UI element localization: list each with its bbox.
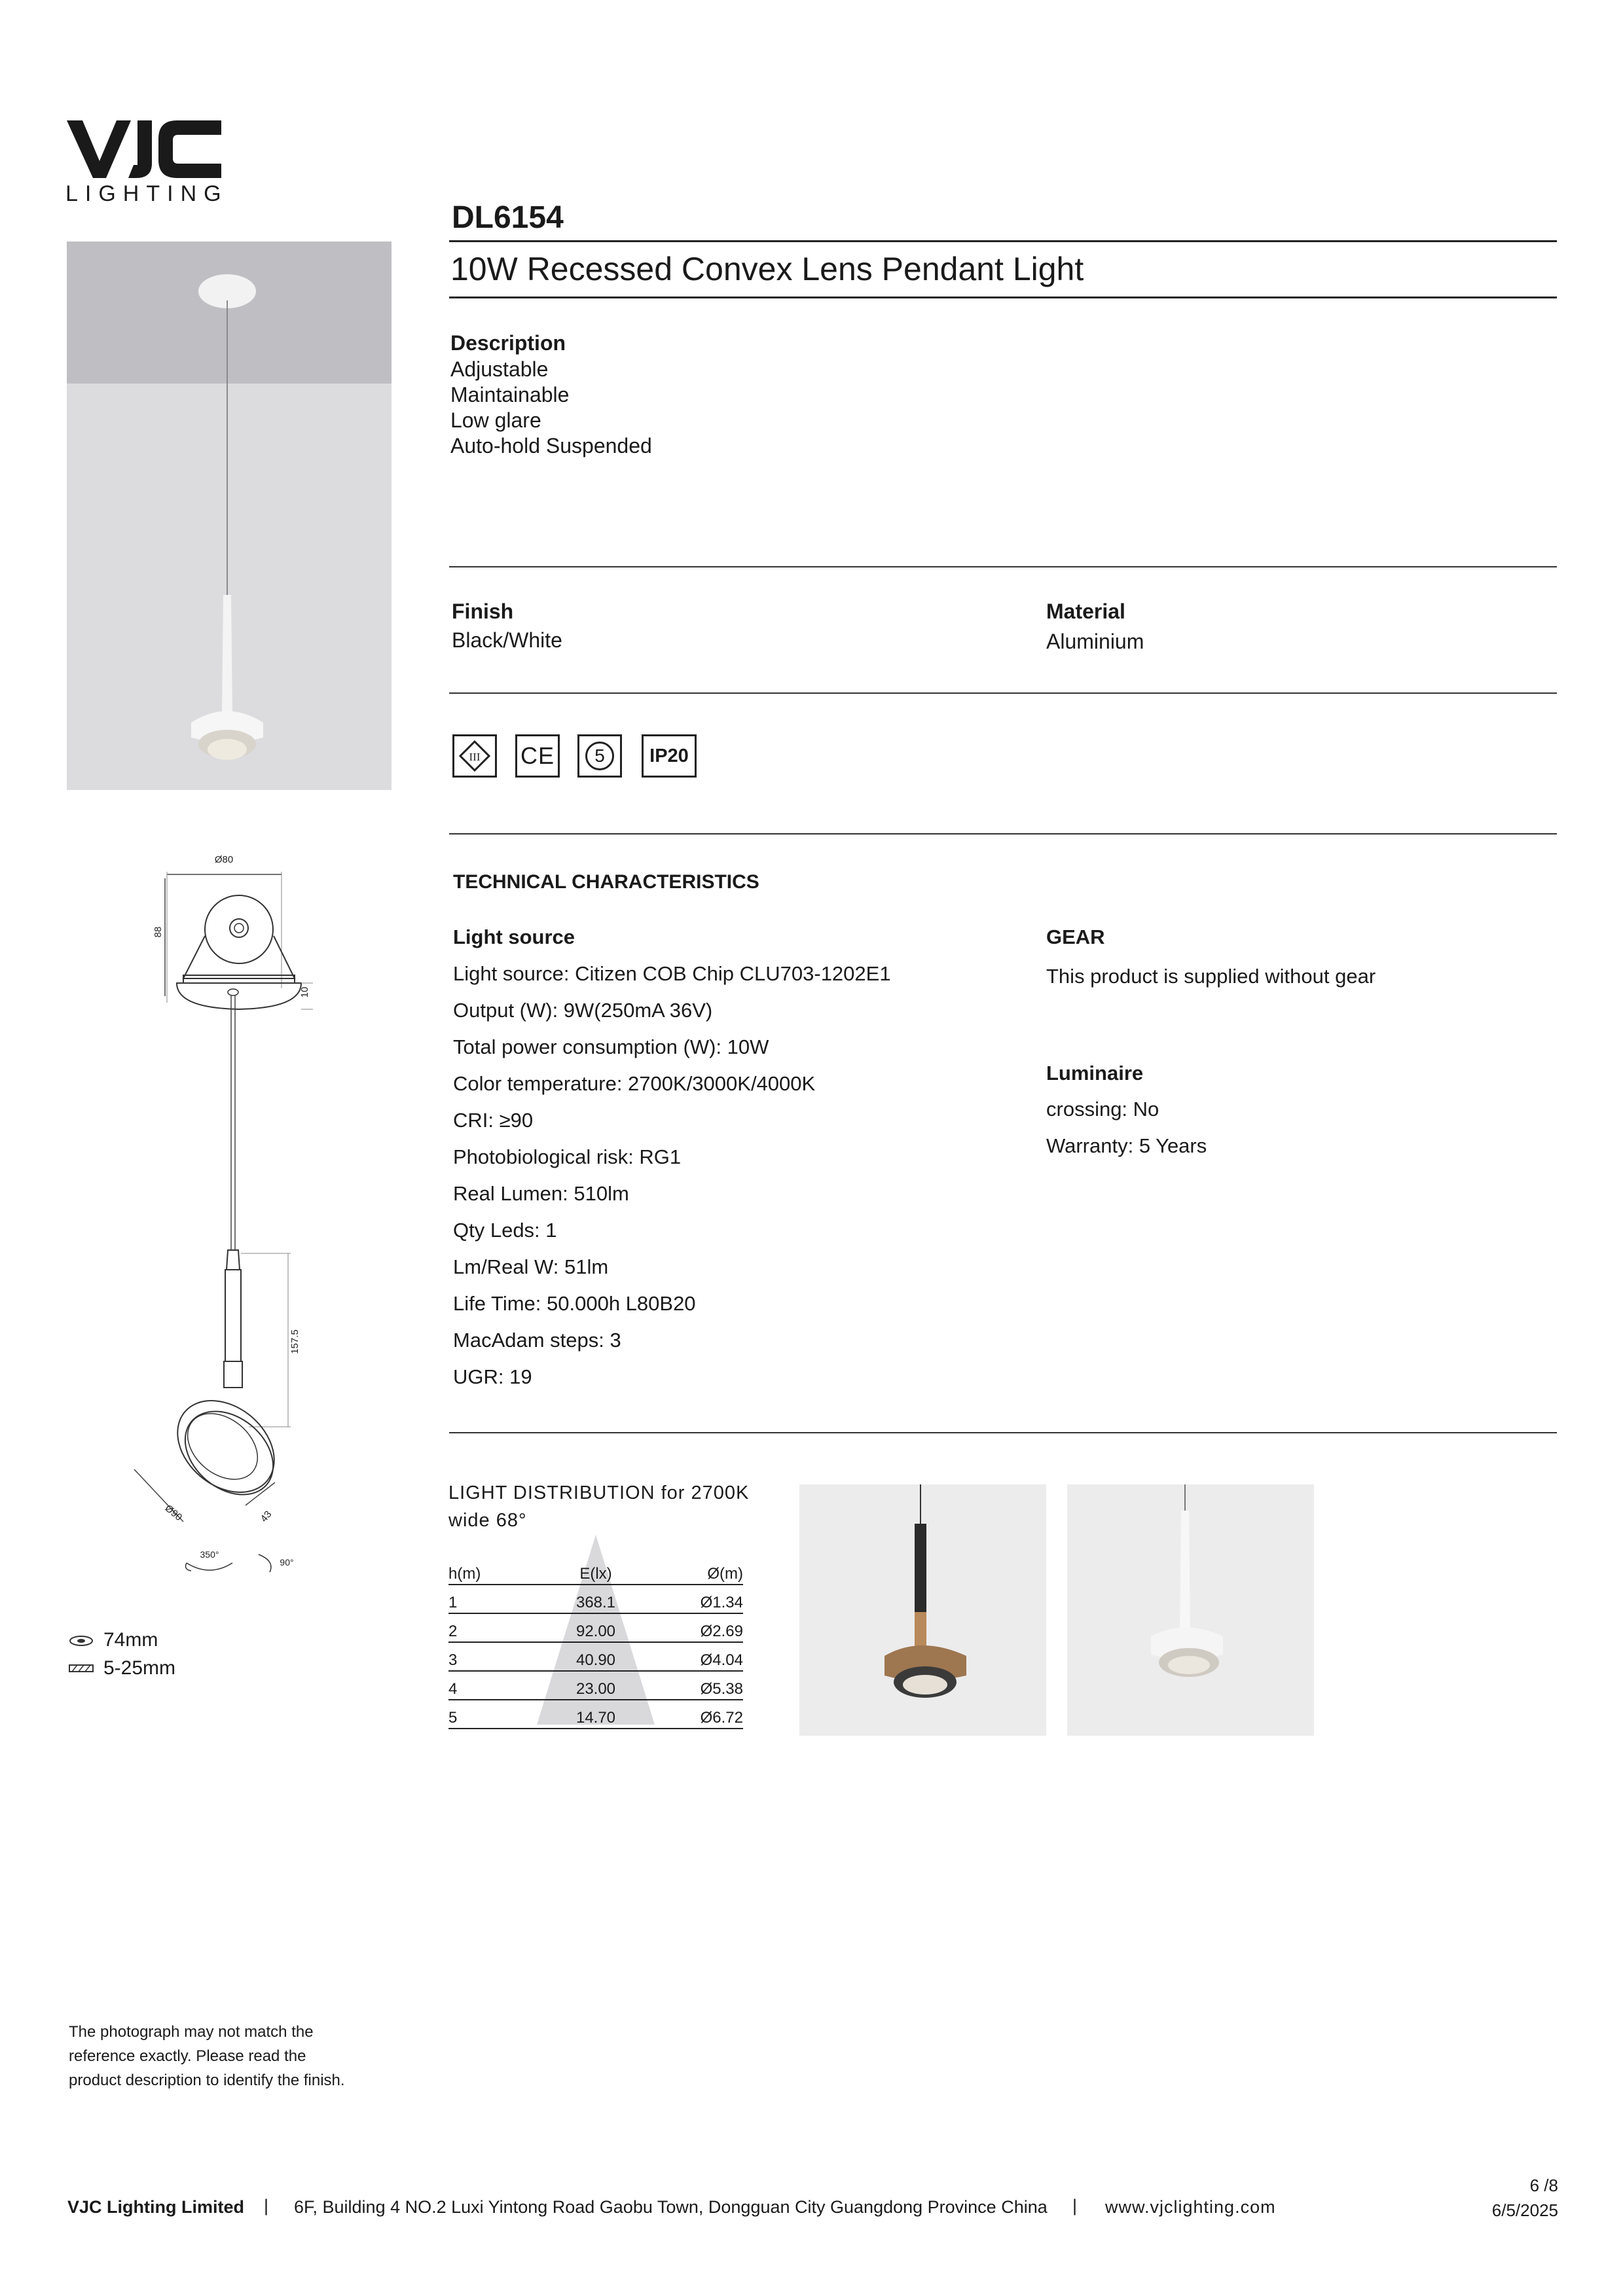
class-iii-icon [452, 734, 497, 778]
svg-text:90°: 90° [280, 1557, 294, 1568]
header-divider-1 [449, 240, 1557, 242]
footer-website: www.vjclighting.com [1105, 2197, 1276, 2217]
table-row [448, 1700, 743, 1729]
finish-photo-white [1067, 1484, 1314, 1736]
footer-company: VJC Lighting Limited [67, 2197, 244, 2217]
finish-value: Black/White [452, 628, 562, 652]
description-list [450, 357, 652, 459]
footer-address: 6F, Building 4 NO.2 Luxi Yintong Road Gaobu Town, Dongguan City Guangdong Province China [294, 2197, 1048, 2217]
photo-disclaimer [69, 2020, 345, 2092]
spec-item: Life Time: 50.000h L80B20 [453, 1292, 696, 1315]
light-distribution-title-line1: LIGHT DISTRIBUTION for 2700K [448, 1482, 750, 1503]
table-row [448, 1642, 743, 1671]
footer-separator: | [1072, 2196, 1078, 2215]
spec-item: Lm/Real W: 51lm [453, 1255, 609, 1278]
ce-mark-icon: CE [515, 734, 560, 778]
table-row [448, 1613, 743, 1642]
column-header: Ø(m) [645, 1556, 743, 1585]
finish-heading: Finish [452, 600, 514, 623]
table-cell: Ø4.04 [645, 1642, 743, 1671]
table-header-row [448, 1556, 743, 1585]
svg-text:Ø90: Ø90 [162, 1502, 185, 1524]
description-heading: Description [450, 331, 566, 355]
table-cell: Ø5.38 [645, 1671, 743, 1700]
section-divider [449, 833, 1557, 834]
light-distribution-title-line2: wide 68° [448, 1510, 527, 1531]
light-distribution-table [448, 1556, 743, 1729]
footer-page-number: 6 /8 [1529, 2176, 1558, 2195]
description-item: Adjustable [450, 357, 549, 381]
disclaimer-line: The photograph may not match the [69, 2023, 314, 2041]
product-title: 10W Recessed Convex Lens Pendant Light [450, 251, 1084, 287]
table-cell: 23.00 [547, 1671, 645, 1700]
warranty-icon: 5 [577, 734, 622, 778]
vjc-logo-mark [65, 118, 223, 180]
product-code: DL6154 [452, 200, 564, 235]
light-distribution-title [448, 1479, 749, 1534]
product-photo [67, 242, 392, 790]
spec-item: Output (W): 9W(250mA 36V) [453, 999, 713, 1022]
spec-item: Real Lumen: 510lm [453, 1182, 629, 1205]
gear-text: This product is supplied without gear [1046, 965, 1376, 988]
table-row [448, 1671, 743, 1700]
spec-item: crossing: No [1046, 1098, 1159, 1121]
luminaire-heading: Luminaire [1046, 1062, 1144, 1085]
spec-item: UGR: 19 [453, 1365, 532, 1388]
section-divider [449, 566, 1557, 567]
table-cell: 92.00 [547, 1613, 645, 1642]
technical-drawing [118, 844, 327, 1590]
description-item: Auto-hold Suspended [450, 434, 652, 457]
spec-item: Total power consumption (W): 10W [453, 1035, 769, 1058]
spec-item: Photobiological risk: RG1 [453, 1145, 682, 1168]
svg-text:Ø80: Ø80 [214, 854, 234, 865]
footer-date: 6/5/2025 [1491, 2200, 1558, 2220]
svg-text:88: 88 [153, 926, 164, 938]
spec-item: MacAdam steps: 3 [453, 1329, 621, 1352]
gear-heading: GEAR [1046, 925, 1105, 948]
header-divider-2 [449, 296, 1557, 298]
svg-text:III: III [469, 751, 481, 763]
ceiling-thickness-icon [68, 1661, 94, 1676]
table-cell: 5 [448, 1700, 547, 1729]
light-source-list [453, 956, 891, 1395]
luminaire-list [1046, 1091, 1207, 1164]
table-cell: 4 [448, 1671, 547, 1700]
spec-item: Color temperature: 2700K/3000K/4000K [453, 1072, 816, 1095]
ip-rating-badge: IP20 [642, 734, 697, 778]
table-row [448, 1585, 743, 1613]
column-header: E(lx) [547, 1556, 645, 1585]
cutout-icon [68, 1634, 94, 1648]
table-cell: 1 [448, 1585, 547, 1613]
column-header: h(m) [448, 1556, 547, 1585]
svg-text:350°: 350° [200, 1549, 219, 1560]
footer-separator: | [264, 2196, 269, 2215]
description-item: Maintainable [450, 383, 570, 406]
cutout-size: 74mm [103, 1629, 158, 1651]
table-cell: Ø6.72 [645, 1700, 743, 1729]
material-value: Aluminium [1046, 630, 1144, 653]
table-cell: Ø2.69 [645, 1613, 743, 1642]
disclaimer-line: product description to identify the finish. [69, 2072, 345, 2089]
spec-item: Light source: Citizen COB Chip CLU703-1202E1 [453, 962, 891, 985]
spec-item: CRI: ≥90 [453, 1109, 534, 1132]
brand-logo-sub: LIGHTING [65, 181, 228, 206]
svg-text:157.5: 157.5 [289, 1329, 301, 1354]
brand-logo [65, 118, 228, 206]
svg-text:10: 10 [299, 986, 310, 998]
description-item: Low glare [450, 408, 541, 432]
light-source-heading: Light source [453, 925, 575, 948]
svg-text:43: 43 [258, 1509, 274, 1524]
section-divider [449, 1432, 1557, 1433]
table-cell: 14.70 [547, 1700, 645, 1729]
table-cell: Ø1.34 [645, 1585, 743, 1613]
ceiling-thickness: 5-25mm [103, 1657, 176, 1679]
finish-photo-black [799, 1484, 1046, 1736]
section-divider [449, 692, 1557, 694]
table-cell: 3 [448, 1642, 547, 1671]
table-cell: 40.90 [547, 1642, 645, 1671]
material-heading: Material [1046, 600, 1125, 623]
technical-heading: TECHNICAL CHARACTERISTICS [453, 871, 759, 893]
disclaimer-line: reference exactly. Please read the [69, 2047, 306, 2065]
spec-item: Qty Leds: 1 [453, 1219, 557, 1242]
spec-item: Warranty: 5 Years [1046, 1134, 1207, 1157]
table-cell: 368.1 [547, 1585, 645, 1613]
table-cell: 2 [448, 1613, 547, 1642]
